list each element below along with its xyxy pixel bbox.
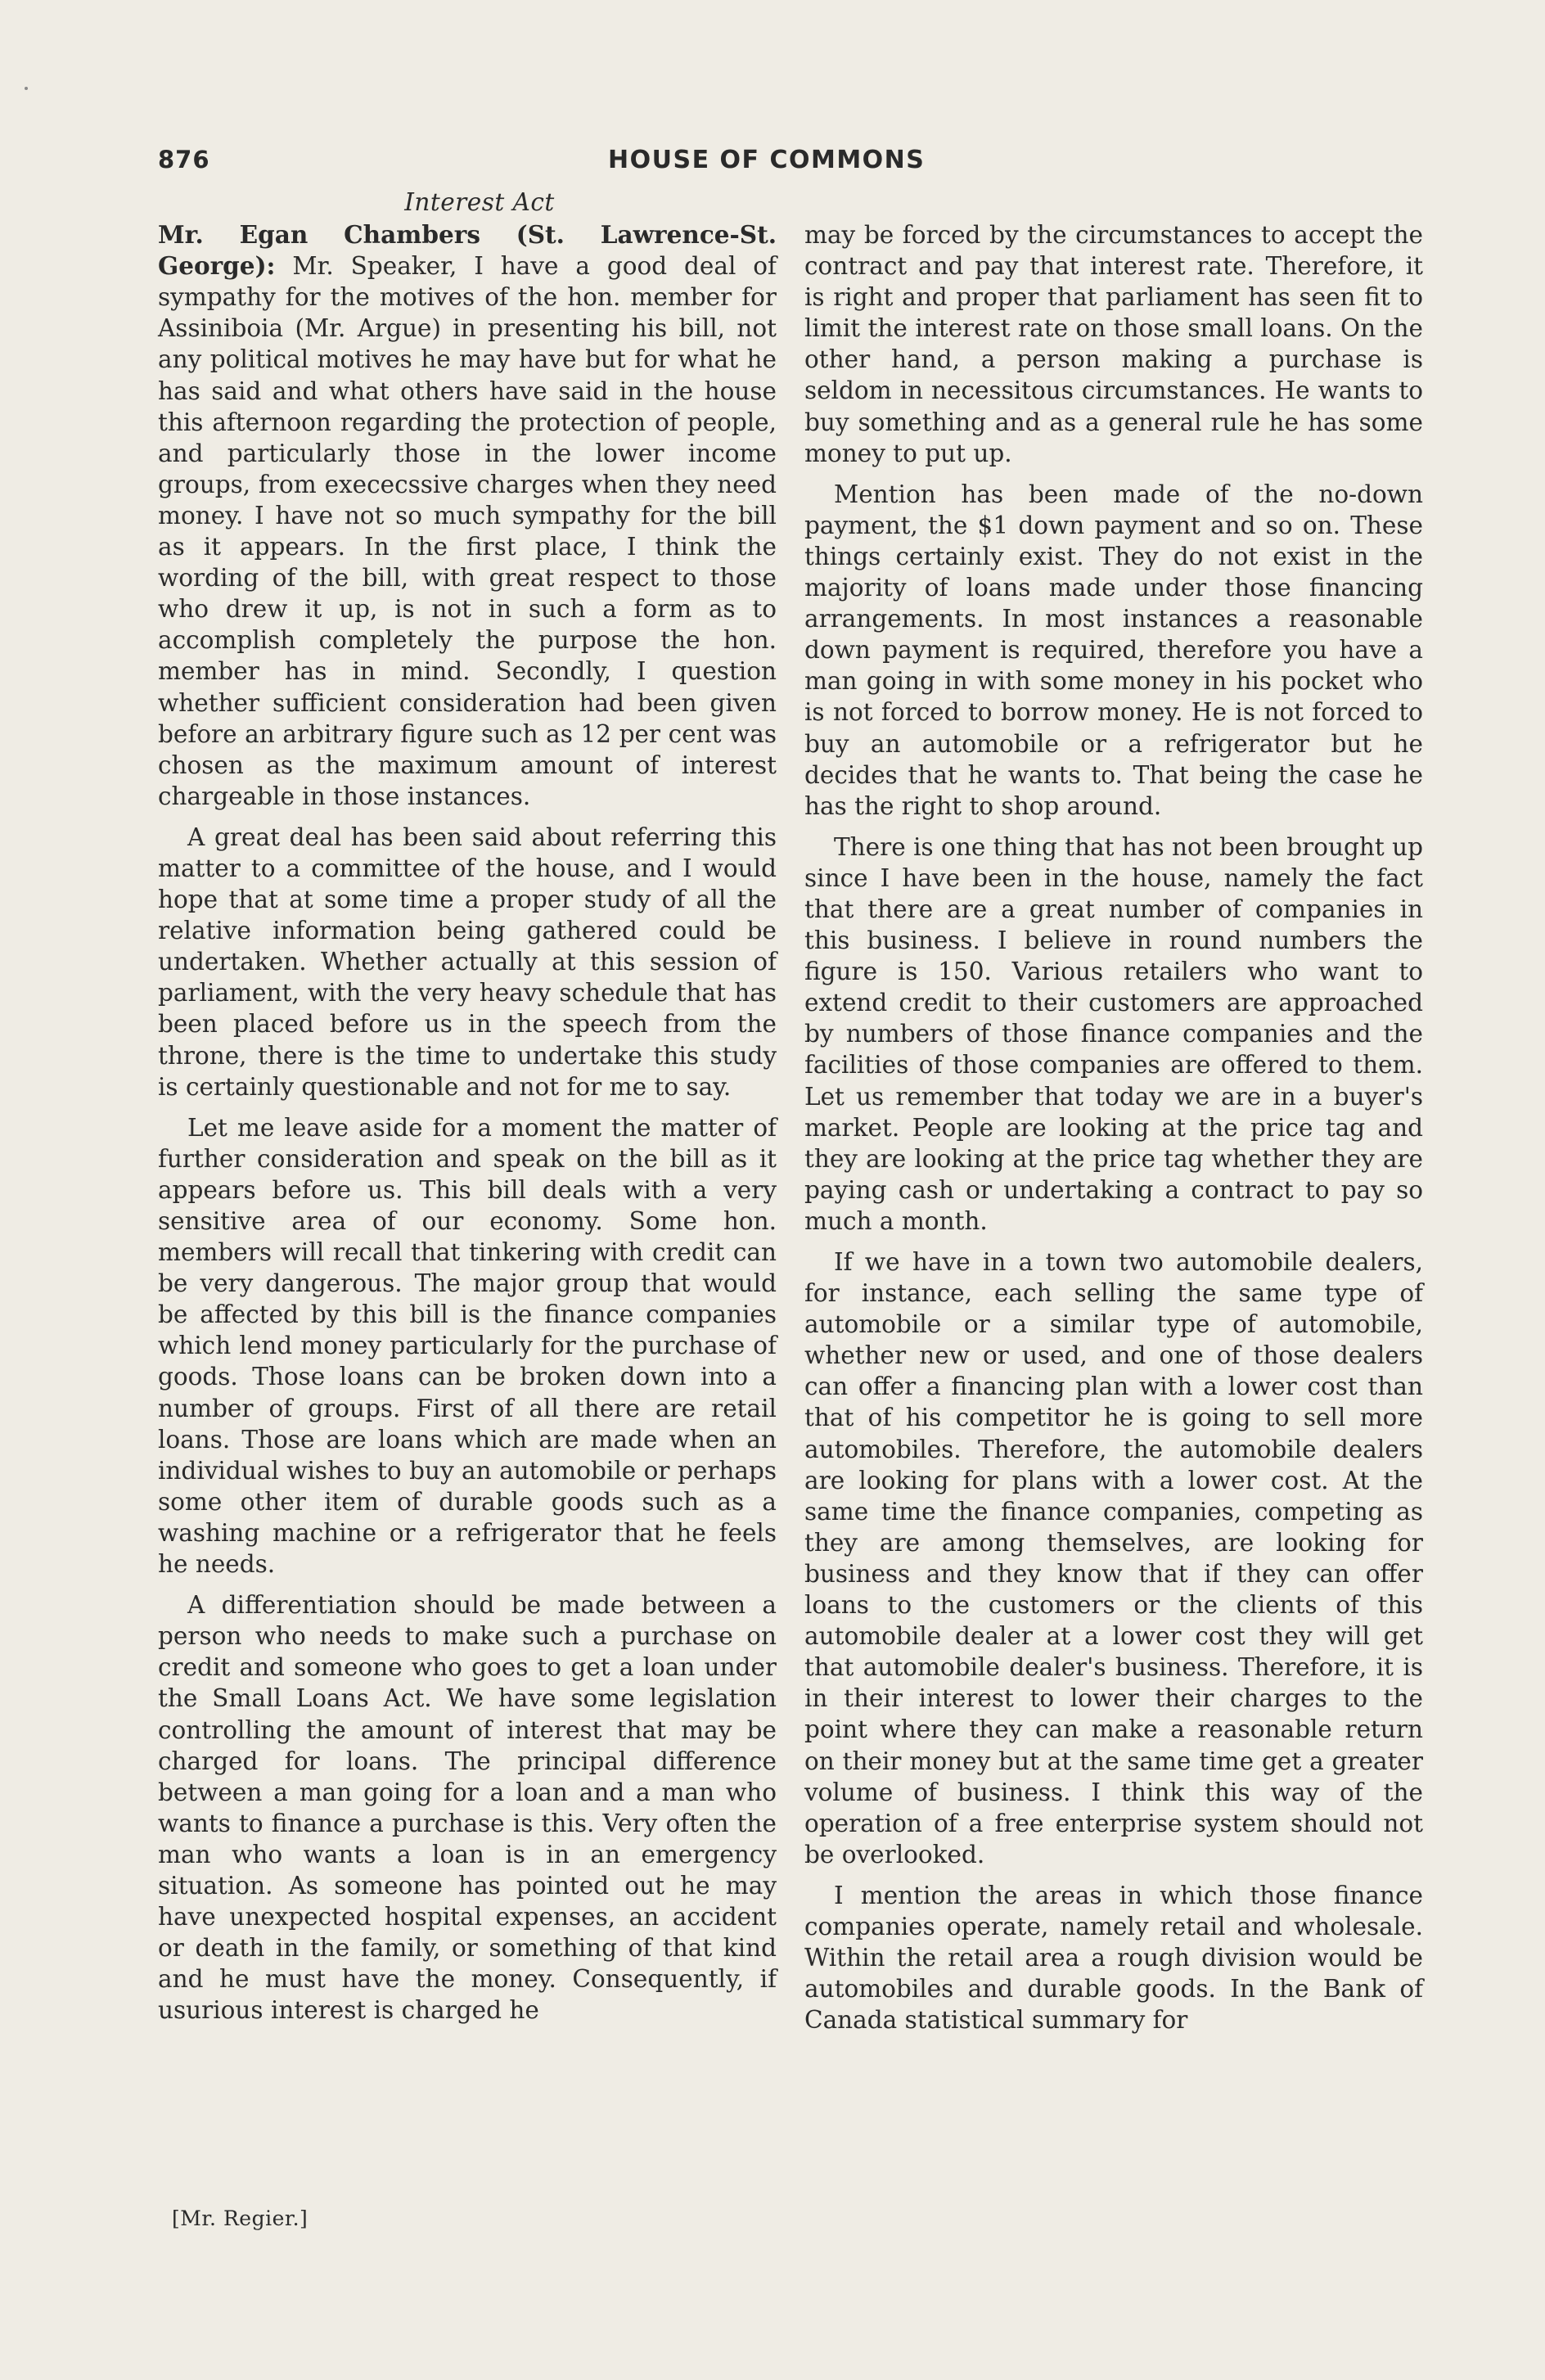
margin-speck xyxy=(25,87,28,90)
paragraph-text: Mr. Speaker, I have a good deal of sympathy for the motives of the hon. member for Assiniboia (Mr. Argue) in presenting his bill, not any political motives he may have but for what he has said and what others have said in the house this afternoon regarding the protection of people, and particularly those in the lower income groups, from exececssive charges when they need money. I have not so much sympathy for the bill as it appears. In the first place, I think the wording of the bill, with great respect to those who drew it up, is not in such a form as to accomplish completely the purpose the hon. member has in mind. Secondly, I question whether sufficient consideration had been given before an arbitrary figure such as 12 per cent was chosen as the maximum amount of interest chargeable in those instances. xyxy=(158,252,777,810)
paragraph: There is one thing that has not been brought up since I have been in the house, namely the fact that there are a great number of companies in this business. I believe in round numbers the figure is 150. Various retailers who want to extend credit to their customers are approached by numbers of those finance companies and the facilities of those companies are offered to them. Let us remember that today we are in a buyer's market. People are looking at the price tag and they are looking at the price tag whether they are paying cash or undertaking a contract to pay so much a month. xyxy=(804,832,1423,1235)
paragraph: A great deal has been said about referring this matter to a committee of the house, and I would hope that at some time a proper study of all the relative information being gathered could be undertaken. Whether actually at this session of parliament, with the very heavy schedule that has been placed before us in the speech from the throne, there is the time to undertake this study is certainly questionable and not for me to say. xyxy=(158,823,777,1101)
page-header xyxy=(158,146,1467,182)
paragraph: may be forced by the circumstances to accept the contract and pay that interest rate. Therefore, it is right and proper that parliament has seen fit to limit the interest rate on those small loans. On the other hand, a person making a purchase is seldom in necessitous circumstances. He wants to buy something and as a general rule he has some money to put up. xyxy=(804,221,1423,467)
paragraph xyxy=(158,219,777,812)
paragraph: A differentiation should be made between a person who needs to make such a purchase on credit and someone who goes to get a loan under the Small Loans Act. We have some legislation controlling the amount of interest that may be charged for loans. The principal difference between a man going for a loan and a man who wants to finance a purchase is this. Very often the man who wants a loan is in an emergency situation. As someone has pointed out he may have unexpected hospital expenses, an accident or death in the family, or something of that kind and he must have the money. Consequently, if usurious interest is charged he xyxy=(158,1591,777,2025)
speaker-name: Mr. Egan Chambers (St. Lawrence-St. George): xyxy=(158,220,777,281)
paragraph: Mention has been made of the no-down payment, the $1 down payment and so on. These things certainly exist. They do not exist in the majority of loans made under those financing arrangements. In most instances a reasonable down payment is required, therefore you have a man going in with some money in his pocket who is not forced to borrow money. He is not forced to buy an automobile or a refrigerator but he decides that he wants to. That being the case he has the right to shop around. xyxy=(804,480,1423,820)
paragraph: Let me leave aside for a moment the matter of further consideration and speak on the bill as it appears before us. This bill deals with a very sensitive area of our economy. Some hon. members will recall that tinkering with credit can be very dangerous. The major group that would be affected by this bill is the finance companies which lend money particularly for the purchase of goods. Those loans can be broken down into a number of groups. First of all there are retail loans. Those are loans which are made when an individual wishes to buy an automobile or perhaps some other item of durable goods such as a washing machine or a refrigerator that he feels he needs. xyxy=(158,1113,777,1579)
footer-note: [Mr. Regier.] xyxy=(172,2206,309,2230)
paragraph: I mention the areas in which those finance companies operate, namely retail and wholesale. Within the retail area a rough division would be automobiles and durable goods. In the Bank of Canada statistical summary for xyxy=(804,1881,1423,2035)
right-column xyxy=(804,219,1423,2045)
left-column xyxy=(158,187,777,2035)
page-number: 876 xyxy=(158,146,210,174)
section-title: Interest Act xyxy=(404,188,555,216)
running-title: HOUSE OF COMMONS xyxy=(608,146,926,174)
paragraph: If we have in a town two automobile dealers, for instance, each selling the same type of automobile or a similar type of automobile, whether new or used, and one of those dealers can offer a financing plan with a lower cost than that of his competitor he is going to sell more automobiles. Therefore, the automobile dealers are looking for plans with a lower cost. At the same time the finance companies, competing as they are among themselves, are looking for business and they know that if they can offer loans to the customers or the clients of this automobile dealer at a lower cost they will get that automobile dealer's business. Therefore, it is in their interest to lower their charges to the point where they can make a reasonable return on their money but at the same time get a greater volume of business. I think this way of the operation of a free enterprise system should not be overlooked. xyxy=(804,1248,1423,1868)
